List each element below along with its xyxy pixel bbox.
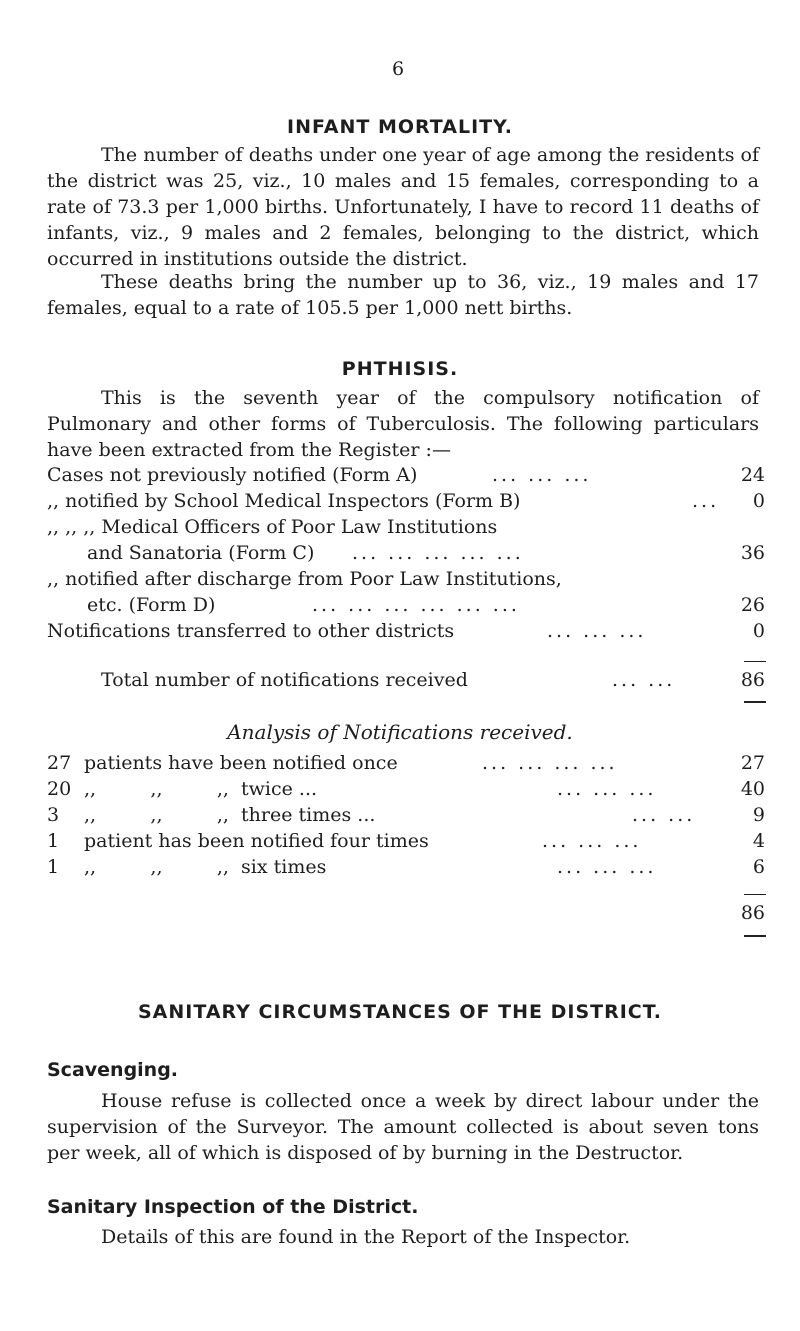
leader-dots: ... ... ... <box>557 856 657 878</box>
notification-row-form-b <box>47 488 765 514</box>
leader-dots: ... ... <box>612 669 676 691</box>
analysis-value: 9 <box>752 804 765 826</box>
notification-total-row <box>47 667 765 693</box>
leader-dots: ... <box>692 490 720 512</box>
notification-row-form-a <box>47 462 765 488</box>
analysis-count: 1 <box>47 830 60 852</box>
leader-dots: ... ... ... ... <box>482 752 618 774</box>
row-label-continued: etc. (Form D) <box>87 594 216 616</box>
total-label: Total number of notifications received <box>101 669 468 691</box>
leader-dots: ... ... <box>632 804 696 826</box>
sanitary-inspection-paragraph: Details of this are found in the Report of the Inspector. <box>101 1226 631 1248</box>
analysis-row <box>47 828 765 854</box>
analysis-row <box>47 802 765 828</box>
row-value: 36 <box>740 542 765 564</box>
sanitary-inspection-heading: Sanitary Inspection of the District. <box>47 1196 419 1218</box>
infant-mortality-paragraph-1: The number of deaths under one year of age among the residents of the district was 25, viz., 10 males and 15 females, corresponding to a rate of 73.3 per 1,000 births. Unfortunately, I have to record 11 deaths of infants, viz., 9 males and 2 females, belonging to the district, which occurred in institutions outside the district. <box>47 144 759 270</box>
leader-dots: ... ... ... ... ... ... <box>312 594 520 616</box>
infant-mortality-paragraph-2: These deaths bring the number up to 36, viz., 19 males and 17 females, equal to a rate of 105.5 per 1,000 nett births. <box>47 271 759 319</box>
leader-dots: ... ... ... <box>492 464 592 486</box>
phthisis-intro: This is the seventh year of the compulsory notification of Pulmonary and other forms of Tuberculosis. The following particulars have been extracted from the Register :— <box>47 387 759 461</box>
page-number: 6 <box>392 58 405 80</box>
analysis-total-row <box>47 900 765 926</box>
sanitary-circumstances-heading: SANITARY CIRCUMSTANCES OF THE DISTRICT. <box>137 1001 663 1023</box>
notification-row-form-c-line-1 <box>47 514 765 540</box>
row-label-continued: and Sanatoria (Form C) <box>87 542 315 564</box>
row-label: ,, ,, ,, Medical Officers of Poor Law Institutions <box>47 516 498 538</box>
leader-dots: ... ... ... <box>547 620 647 642</box>
analysis-value: 40 <box>740 778 765 800</box>
row-value: 0 <box>752 490 765 512</box>
leader-dots: ... ... ... <box>542 830 642 852</box>
total-value: 86 <box>740 669 765 691</box>
phthisis-heading: PHTHISIS. <box>341 358 459 380</box>
scavenging-heading: Scavenging. <box>47 1059 179 1081</box>
infant-mortality-heading: INFANT MORTALITY. <box>287 116 513 138</box>
notification-row-transferred <box>47 618 765 644</box>
analysis-text: patients have been notified once <box>84 752 398 774</box>
scavenging-paragraph: House refuse is collected once a week by direct labour under the supervision of the Surveyor. The amount collected is about seven tons per week, all of which is disposed of by burning in the Destructor. <box>47 1090 759 1164</box>
analysis-double-rule <box>744 935 766 937</box>
analysis-value: 27 <box>740 752 765 774</box>
analysis-count: 1 <box>47 856 60 878</box>
total-rule <box>744 661 766 662</box>
row-label: Cases not previously notified (Form A) <box>47 464 418 486</box>
notification-row-form-d-line-2 <box>47 592 765 618</box>
analysis-text: ,, ,, ,, three times ... <box>84 804 376 826</box>
row-label: ,, notified after discharge from Poor Law Institutions, <box>47 568 562 590</box>
leader-dots: ... ... ... ... ... <box>352 542 524 564</box>
analysis-value: 4 <box>752 830 765 852</box>
analysis-text: ,, ,, ,, twice ... <box>84 778 318 800</box>
row-label: Notifications transferred to other districts <box>47 620 455 642</box>
notification-row-form-d-line-1 <box>47 566 765 592</box>
analysis-total-value: 86 <box>740 902 765 924</box>
analysis-caption: Analysis of Notifications received. <box>227 720 573 744</box>
row-value: 0 <box>752 620 765 642</box>
analysis-row <box>47 776 765 802</box>
row-label: ,, notified by School Medical Inspectors (Form B) <box>47 490 521 512</box>
row-value: 24 <box>740 464 765 486</box>
leader-dots: ... ... ... <box>557 778 657 800</box>
analysis-value: 6 <box>752 856 765 878</box>
analysis-count: 3 <box>47 804 60 826</box>
row-value: 26 <box>740 594 765 616</box>
analysis-text: patient has been notified four times <box>84 830 429 852</box>
analysis-total-rule <box>744 894 766 895</box>
analysis-count: 27 <box>47 752 72 774</box>
analysis-row <box>47 750 765 776</box>
analysis-row <box>47 854 765 880</box>
total-double-rule <box>744 701 766 703</box>
notification-row-form-c-line-2 <box>47 540 765 566</box>
analysis-text: ,, ,, ,, six times <box>84 856 327 878</box>
analysis-count: 20 <box>47 778 72 800</box>
